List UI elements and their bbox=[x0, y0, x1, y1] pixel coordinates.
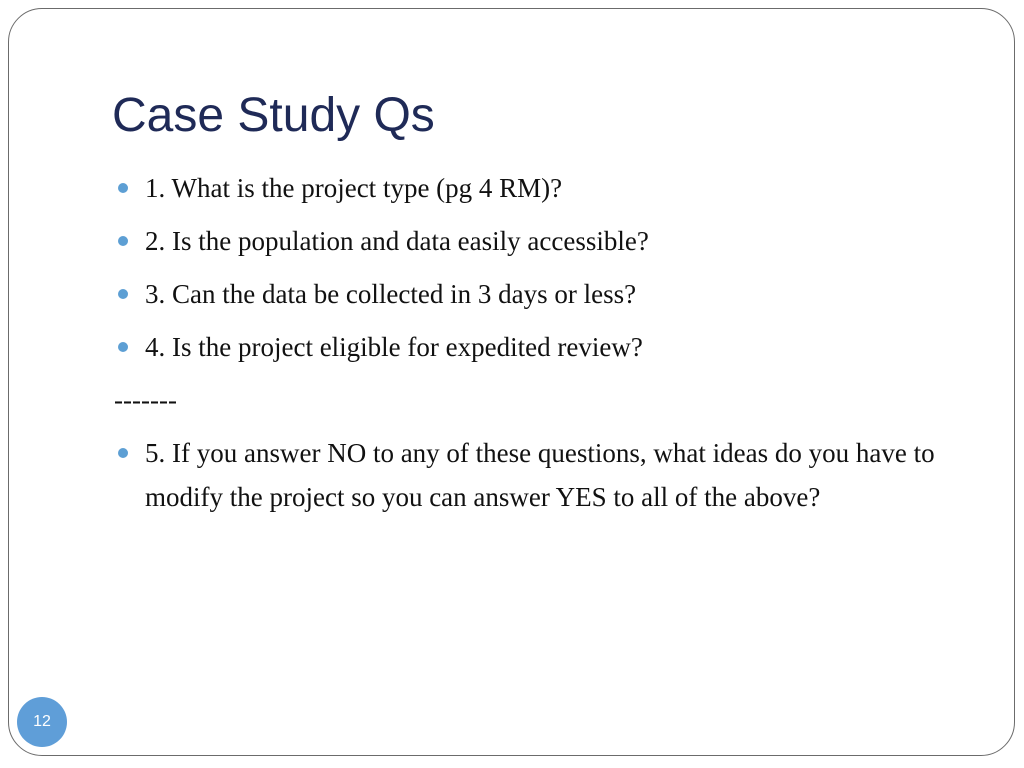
separator-line: ------- bbox=[114, 385, 177, 415]
bullet-dot-icon bbox=[118, 342, 128, 352]
bullet-item-3 bbox=[112, 272, 972, 316]
bullet-text: 1. What is the project type (pg 4 RM)? bbox=[145, 173, 563, 203]
bullet-item-4 bbox=[112, 325, 972, 369]
bullet-dot-icon bbox=[118, 289, 128, 299]
bullet-dot-icon bbox=[118, 236, 128, 246]
bullet-text: 2. Is the population and data easily accessible? bbox=[145, 226, 649, 256]
slide-body bbox=[112, 166, 972, 528]
bullet-text: 5. If you answer NO to any of these questions, what ideas do you have to modify the project so you can answer YES to all of the above? bbox=[145, 438, 935, 512]
bullet-item-1 bbox=[112, 166, 972, 210]
bullet-text: 3. Can the data be collected in 3 days or less? bbox=[145, 279, 637, 309]
slide-title: Case Study Qs bbox=[112, 89, 435, 142]
bullet-item-5 bbox=[112, 431, 972, 519]
bullet-dot-icon bbox=[118, 448, 128, 458]
bullet-item-2 bbox=[112, 219, 972, 263]
page-number-badge: 12 bbox=[17, 697, 67, 747]
bullet-dot-icon bbox=[118, 183, 128, 193]
bullet-text: 4. Is the project eligible for expedited review? bbox=[145, 332, 643, 362]
